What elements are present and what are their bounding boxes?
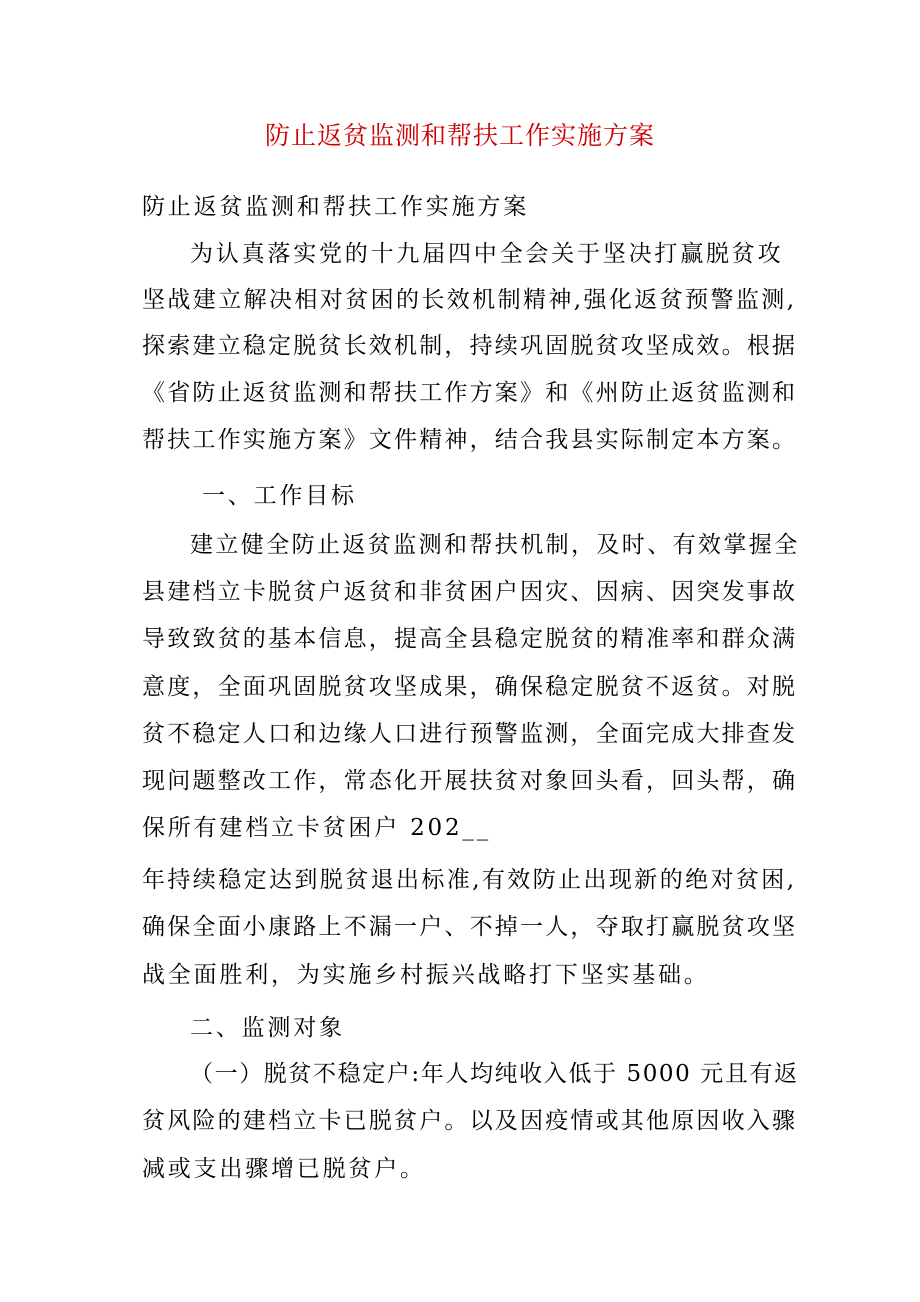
paragraph-line: 贫不稳定人口和边缘人口进行预警监测，全面完成大排查发 [142,721,798,747]
paragraph-line: 贫风险的建档立卡已脱贫户。以及因疫情或其他原因收入骤 [142,1108,798,1134]
paragraph-line: 探索建立稳定脱贫长效机制，持续巩固脱贫攻坚成效。根据 [142,333,798,359]
paragraph-line: 坚战建立解决相对贫困的长效机制精神,强化返贫预警监测, [142,287,797,313]
paragraph-line: 意度，全面巩固脱贫攻坚成果，确保稳定脱贫不返贫。对脱 [142,674,798,700]
paragraph-line: （一）脱贫不稳定户:年人均纯收入低于 5000 元且有返 [190,1061,799,1087]
subtitle-line: 防止返贫监测和帮扶工作实施方案 [142,194,529,220]
section-heading-1: 一、工作目标 [202,483,357,509]
paragraph-line: 保所有建档立卡贫困户 202__ [142,815,492,841]
paragraph-line: 导致致贫的基本信息，提高全县稳定脱贫的精准率和群众满 [142,626,798,652]
paragraph-line: 为认真落实党的十九届四中全会关于坚决打赢脱贫攻 [190,241,784,267]
paragraph-line: 减或支出骤增已脱贫户。 [142,1156,426,1182]
document-title: 防止返贫监测和帮扶工作实施方案 [264,121,655,150]
paragraph-line: 现问题整改工作，常态化开展扶贫对象回头看，回头帮，确 [142,768,798,794]
section-heading-2: 二、监测对象 [190,1015,345,1041]
paragraph-line: 年持续稳定达到脱贫退出标准,有效防止出现新的绝对贫困, [142,867,797,893]
paragraph-line: 战全面胜利，为实施乡村振兴战略打下坚实基础。 [142,962,710,988]
paragraph-line: 县建档立卡脱贫户返贫和非贫困户因灾、因病、因突发事故 [142,579,798,605]
paragraph-line: 帮扶工作实施方案》文件精神，结合我县实际制定本方案。 [142,427,798,453]
paragraph-line: 建立健全防止返贫监测和帮扶机制，及时、有效掌握全 [190,532,800,558]
paragraph-line: 《省防止返贫监测和帮扶工作方案》和《州防止返贫监测和 [142,380,798,406]
paragraph-line: 确保全面小康路上不漏一户、不掉一人，夺取打赢脱贫攻坚 [142,914,798,940]
